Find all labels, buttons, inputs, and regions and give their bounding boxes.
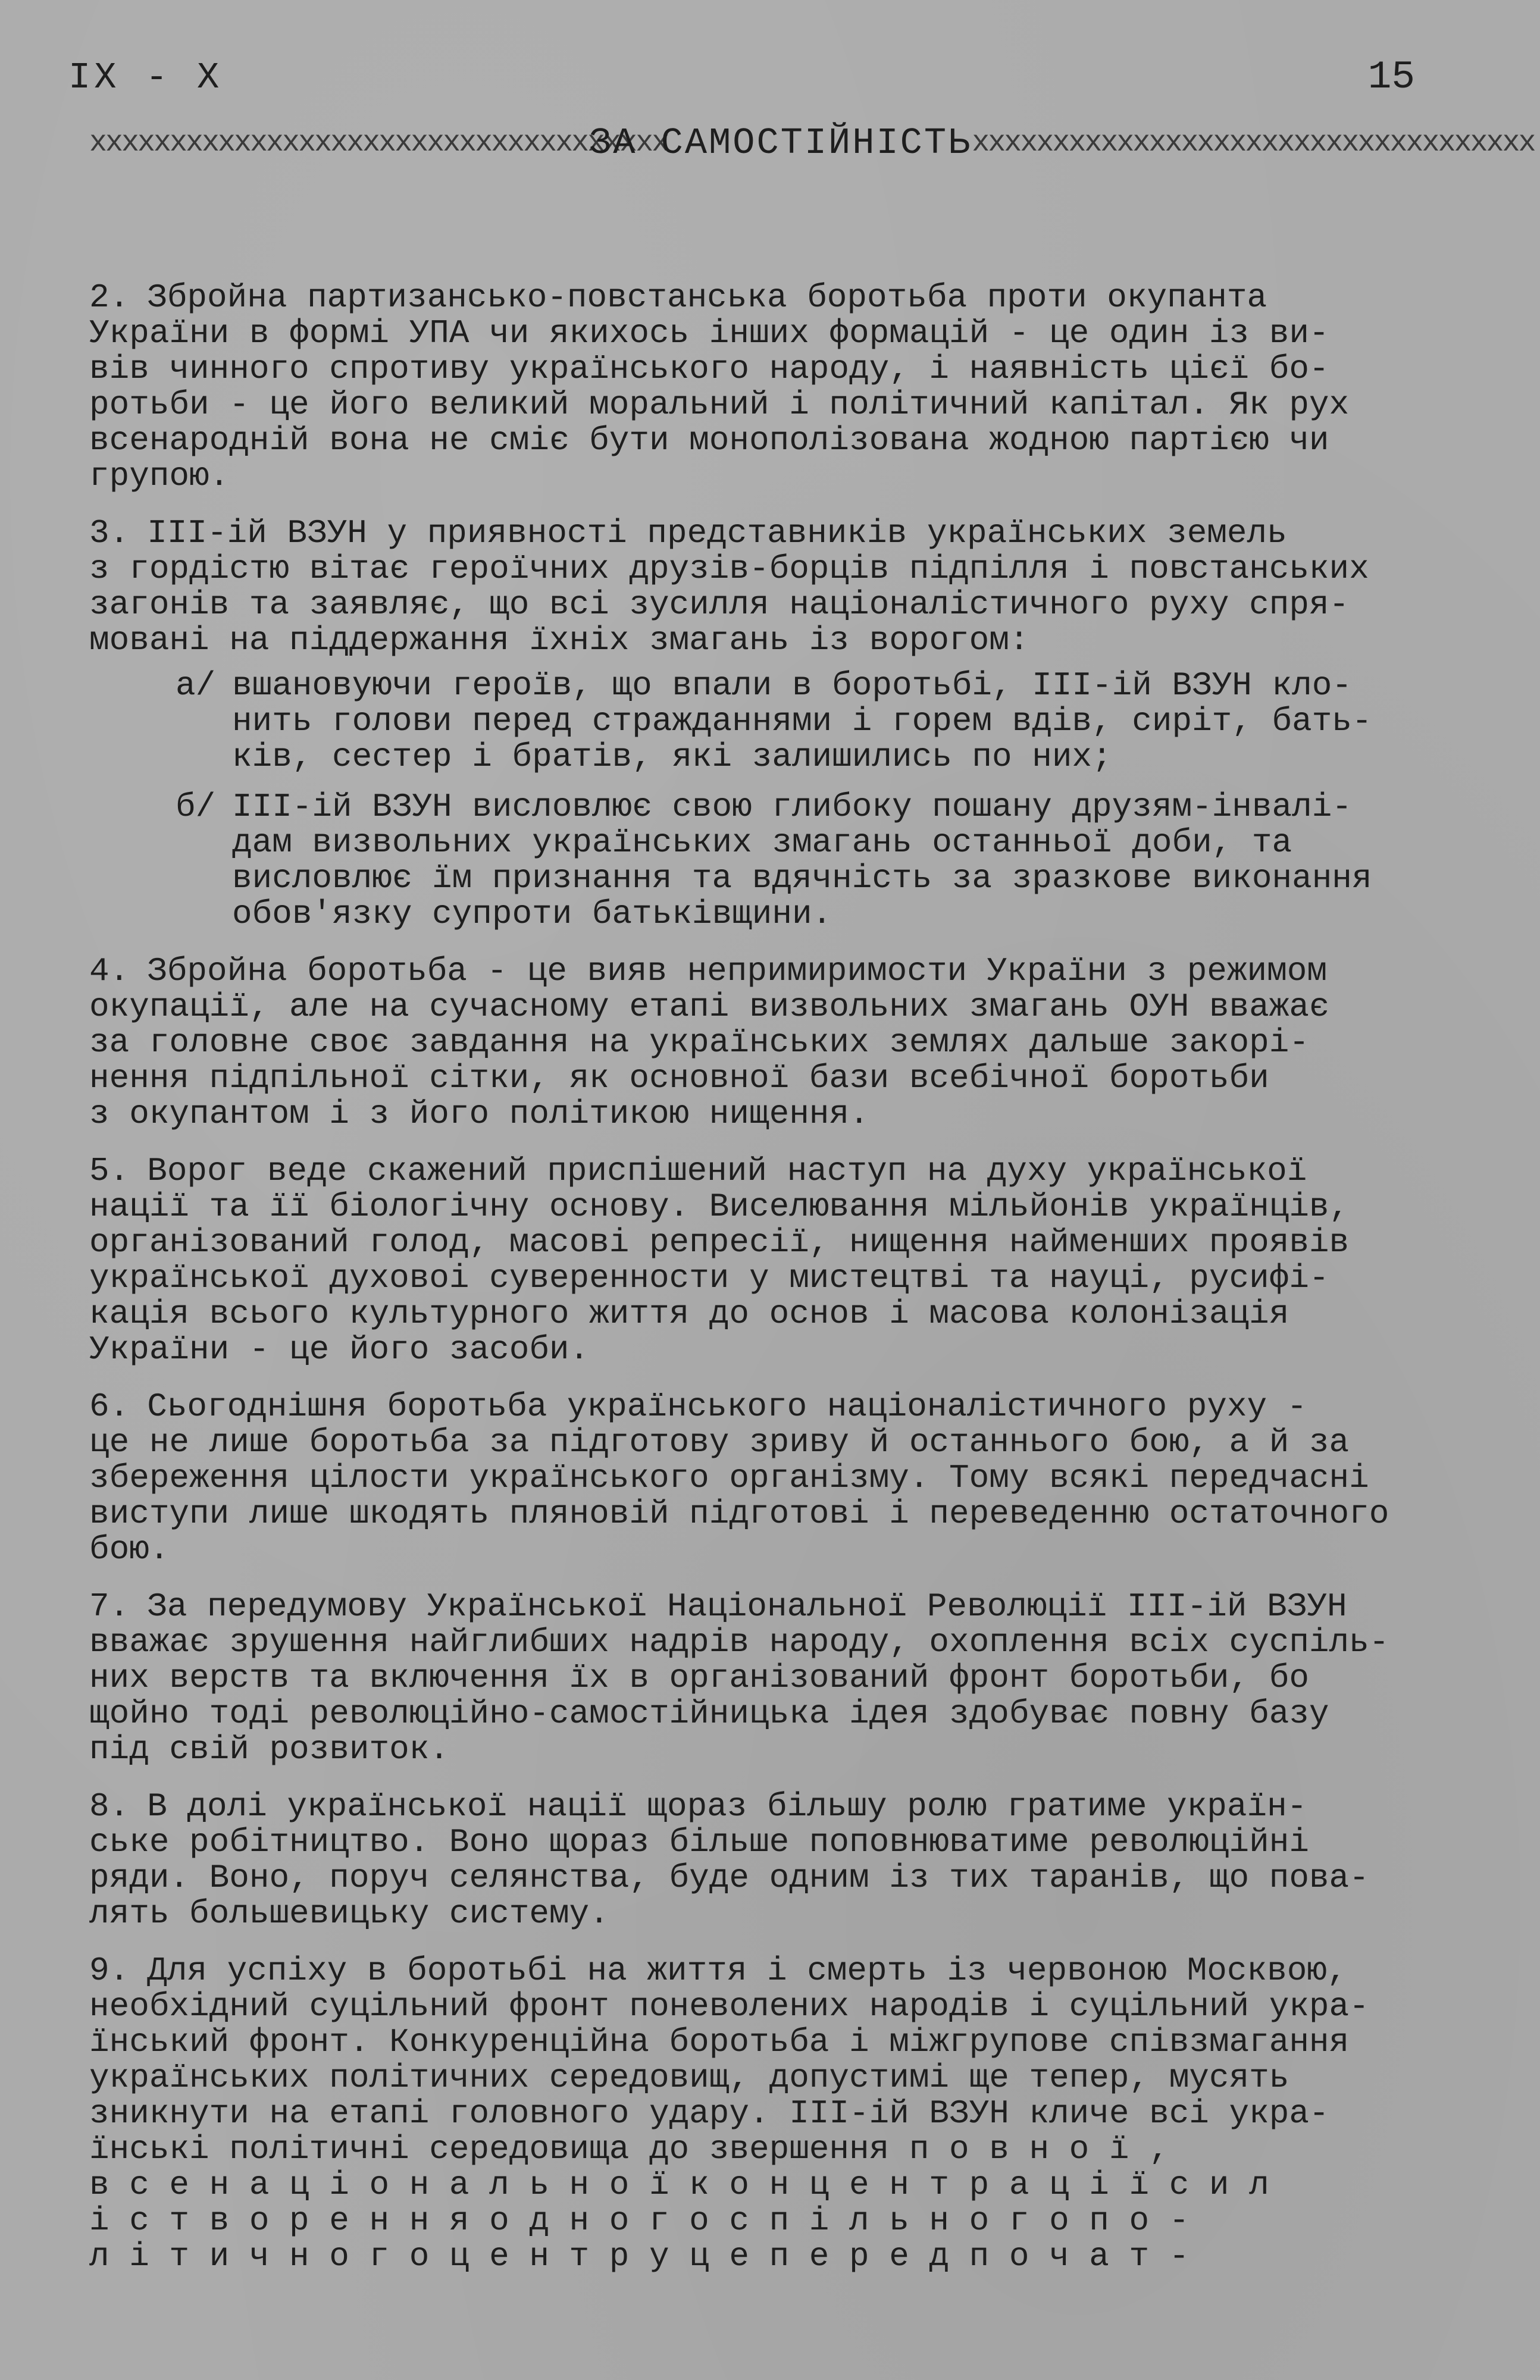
text-line: їнські політичні середовища до звершення п о в н о ї , (89, 2130, 1169, 2168)
issue-label: IX - X (68, 57, 223, 99)
text-line: обов'язку супроти батьківщини. (232, 895, 832, 933)
text-line: всенародній вона не сміє бути монополізована жодною партією чи (89, 421, 1329, 459)
text-line: їнський фронт. Конкуренційна боротьба і міжгрупове співзмагання (89, 2023, 1350, 2061)
paragraph-number: 3. (89, 514, 130, 552)
text-line: з гордістю вітає героїчних друзів-борців підпілля і повстанських (89, 550, 1369, 588)
subitem-a (89, 668, 1434, 775)
text-line: дам визвольних українських змагань останньої доби, та (232, 823, 1292, 862)
subitem-label: б/ (176, 788, 216, 826)
text-line: вшановуючи героїв, що впали в боротьбі, III-ій ВЗУН кло- (232, 666, 1352, 704)
text-line: них верств та включення їх в організований фронт боротьби, бо (89, 1659, 1309, 1697)
text-line: окупації, але на сучасному етапі визвольних змагань ОУН вважає (89, 988, 1329, 1026)
text-line: лять большевицьку систему. (89, 1894, 609, 1933)
text-line: висловлює їм признання та вдячність за зразкове виконання (232, 859, 1372, 897)
paragraph-number: 5. (89, 1152, 130, 1190)
text-line: вів чинного спротиву українського народу, і наявність цієї бо- (89, 350, 1329, 388)
text-line: з окупантом і з його політикою нищення. (89, 1095, 869, 1133)
paragraph-9 (89, 1953, 1434, 2274)
text-line: ків, сестер і братів, які залишились по них; (232, 738, 1112, 776)
text-line: Для успіху в боротьбі на життя і смерть із червоною Москвою, (147, 1952, 1347, 1990)
text-line: кація всього культурного життя до основ і масова колонізація (89, 1295, 1289, 1333)
text-line: групою. (89, 457, 230, 495)
text-line: щойно тоді революційно-самостійницька ідея здобуває повну базу (89, 1695, 1329, 1733)
paragraph-7 (89, 1589, 1434, 1767)
text-line: це не лише боротьба за підготову зриву й останнього бою, а й за (89, 1423, 1350, 1461)
text-line: Збройна партизансько-повстанська боротьба проти окупанта (147, 278, 1267, 317)
text-line: В долі української нації щораз більшу ролю гратиме україн- (147, 1787, 1307, 1825)
text-line: і с т в о р е н н я о д н о г о с п і л ь н о г о п о - (89, 2202, 1190, 2240)
text-line: України - це його засоби. (89, 1330, 590, 1368)
text-line: ське робітництво. Воно щораз більше поповнюватиме революційні (89, 1823, 1309, 1861)
text-line: нить голови перед стражданнями і горем вдів, сиріт, бать- (232, 702, 1372, 740)
paragraph-8 (89, 1789, 1434, 1931)
paragraph-number: 4. (89, 952, 130, 990)
subitem-b (89, 789, 1434, 932)
paragraph-number: 8. (89, 1787, 130, 1825)
page-number: 15 (1367, 55, 1415, 99)
text-line: зникнути на етапі головного удару. III-ій ВЗУН кличе всі укра- (89, 2094, 1329, 2132)
text-line: організований голод, масові репресії, нищення найменших проявів (89, 1223, 1350, 1261)
paragraph-number: 7. (89, 1587, 130, 1626)
text-line: в с е н а ц і о н а л ь н о ї к о н ц е н т р а ц і ї с и л (89, 2166, 1269, 2204)
text-line: загонів та заявляє, що всі зусилля націоналістичного руху спря- (89, 585, 1350, 624)
text-line: мовані на піддержання їхніх змагань із ворогом: (89, 621, 1029, 659)
text-line: бою. (89, 1530, 170, 1568)
text-line: л і т и ч н о г о ц е н т р у ц е п е р е д п о ч а т - (89, 2237, 1190, 2275)
text-line: Сьогоднішня боротьба українського націоналістичного руху - (147, 1388, 1307, 1426)
text-line: III-ій ВЗУН у приявності представників українських земель (147, 514, 1287, 552)
text-line: за головне своє завдання на українських землях дальше закорі- (89, 1023, 1309, 1061)
header-fill-left: xxxxxxxxxxxxxxxxxxxxxxxxxxxxxxxxxxxx (89, 126, 668, 160)
text-line: вважає зрушення найглибших надрів народу, охоплення всіх суспіль- (89, 1623, 1389, 1661)
text-line: виступи лише шкодять пляновій підготові і переведенню остаточного (89, 1495, 1389, 1533)
paragraph-2 (89, 280, 1434, 494)
paragraph-3 (89, 515, 1434, 658)
text-line: ряди. Воно, поруч селянства, буде одним із тих таранів, що пова- (89, 1859, 1369, 1897)
text-line: нення підпільної сітки, як основної бази всебічної боротьби (89, 1059, 1269, 1097)
document-body (89, 280, 1434, 2296)
text-line: нації та її біологічну основу. Виселювання мільйонів українців, (89, 1188, 1350, 1226)
paragraph-5 (89, 1153, 1434, 1367)
text-line: Ворог веде скажений приспішений наступ на духу української (147, 1152, 1307, 1190)
text-line: За передумову Української Національної Революції III-ій ВЗУН (147, 1587, 1347, 1626)
paragraph-6 (89, 1389, 1434, 1567)
text-line: ротьби - це його великий моральний і політичний капітал. Як рух (89, 386, 1350, 424)
text-line: української духовоі суверенности у мистецтві та науці, русифі- (89, 1259, 1329, 1297)
text-line: необхідний суцільний фронт поневолених народів і суцільний укра- (89, 1987, 1369, 2025)
paragraph-number: 9. (89, 1952, 130, 1990)
text-line: Збройна боротьба - це вияв непримиримости України з режимом (147, 952, 1327, 990)
header-fill-right: xxxxxxxxxxxxxxxxxxxxxxxxxxxxxxxxxxx (972, 126, 1535, 160)
page-title: ЗА САМОСТІЙНІСТЬ (589, 121, 972, 164)
subitem-label: а/ (176, 666, 216, 704)
text-line: III-ій ВЗУН висловлює свою глибоку пошану друзям-інвалі- (232, 788, 1352, 826)
paragraph-4 (89, 953, 1434, 1132)
paragraph-number: 2. (89, 278, 130, 317)
paragraph-number: 6. (89, 1388, 130, 1426)
header-row (89, 121, 1535, 164)
text-line: збереження цілости українського організму. Тому всякі передчасні (89, 1459, 1369, 1497)
text-line: України в формі УПА чи якихось інших формацій - це один із ви- (89, 314, 1329, 352)
text-line: українських політичних середовищ, допустимі ще тепер, мусять (89, 2059, 1289, 2097)
text-line: під свій розвиток. (89, 1730, 449, 1768)
